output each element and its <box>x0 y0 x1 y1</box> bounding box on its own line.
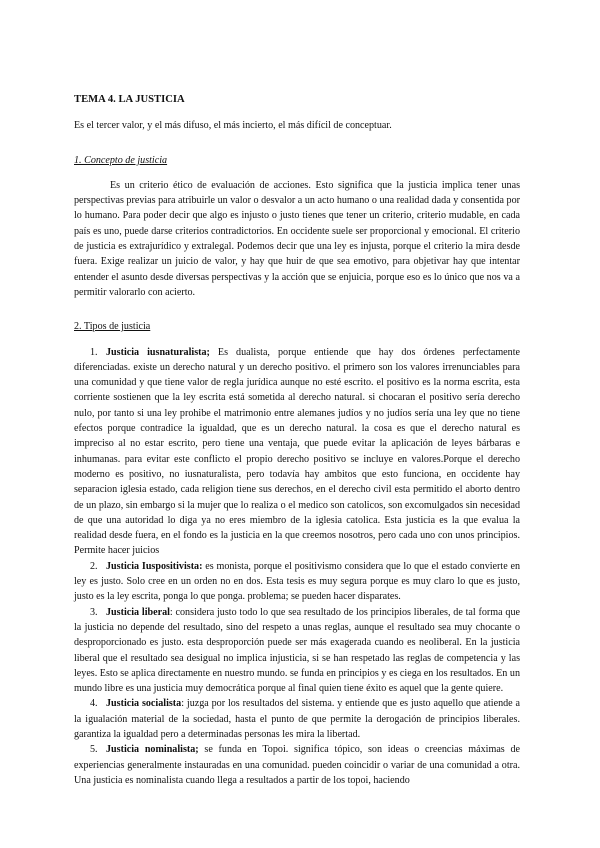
list-item-number: 4. <box>90 698 98 710</box>
list-item-text: se funda en Topoi. significa tópico, son ideas o creencias máximas de experiencias generalmente instauradas en una comunidad. pueden coincidir o variar de una comunidad a otra. Una justicia es nominalista cuando llega a resultados a partir de los topoi, haciendo <box>74 744 520 786</box>
list-item-text: es monista, porque el positivismo considera que lo que el estado convierte en ley es justo. Solo cree en un orden no en dos. Esta tesis es muy segura porque es muy claro lo que es justo, justo es la ley escrita, ponga lo que ponga. problema; se pueden hacer disparates. <box>74 560 520 603</box>
tipos-list <box>74 345 520 789</box>
list-item-text: Es dualista, porque entiende que hay dos órdenes perfectamente diferenciadas. existe un derecho natural y un derecho positivo. el primero son los valores irrenunciables para una comunidad y que tiene valor de regla jurídica aunque no esté escrito. el positivo es la norma escrita, esta corriente sostienen que la ley escrita está sometida al derecho natural. si chocaran el positivo sería derecho nulo, por tanto si una ley prohibe el matrimonio entre alemanes judíos y no judíos sería una ley que no tiene efectos porque contradice la igualdad, que es un derecho natural. la cosa es que el derecho natural es impreciso al no estar escrito, pero tiene una ventaja, que puede evitar la aplicación de leyes bárbaras e inhumanas. para evitar este conflicto el propio derecho positivo se incluye en valores.Porque el derecho moderno es positivo, no iusnaturalista, pero todavía hay ambitos que esto funciona, en occidente hay separacion iglesia estado, cada religion tiene sus derechos, en el derecho civil esta permitido el aborto dentro de un plazo, sin embargo si la mujer que lo realiza o el medico son catolicos, son excomulgados sin necesidad de que una autoridad lo diga ya no eres miembro de la iglesia catolica. Esta justicia es la que evalua la realidad desde fuera, en el fondo es la justicia en la que creemos nosotros, pero cada uno con unos principios. Permite hacer juicios <box>74 346 520 557</box>
list-item <box>74 345 520 559</box>
list-item-text: : considera justo todo lo que sea resultado de los principios liberales, de tal forma que la justicia no depende del resultado, sino del respeto a unas reglas, aunque el resultado sea muy chocante o desproporcionado es justo. esta desproporción puede ser más exagerada cuando es neoliberal. En la justicia liberal que el resultado sea desigual no implica injusticia, si se han respetado las reglas de competencia y las leyes. Esto se aplica directamente en nuestro mundo. se funda en principios y es ciega en los resultados. En un mundo libre es una justicia muy democrática porque al final quien tiene éxito es aquel que la gente quiere. <box>74 606 520 695</box>
list-item <box>74 742 520 788</box>
list-item <box>74 559 520 605</box>
section-heading-concepto: 1. Concepto de justicia <box>74 154 168 166</box>
list-item-number: 1. <box>90 346 98 358</box>
list-item-term: Justicia nominalista; <box>106 744 199 756</box>
intro-paragraph: Es el tercer valor, y el más difuso, el más incierto, el más difícil de conceptuar. <box>74 120 392 132</box>
list-item-term: Justicia Iuspositivista: <box>106 560 203 572</box>
list-item-term: Justicia socialista <box>106 698 182 710</box>
list-item-number: 5. <box>90 744 98 756</box>
section-heading-tipos: 2. Tipos de justicia <box>74 321 151 333</box>
list-item-term: Justicia liberal <box>106 606 170 618</box>
list-item <box>74 696 520 742</box>
document-title: TEMA 4. LA JUSTICIA <box>74 94 185 105</box>
concepto-paragraph: Es un criterio ético de evaluación de acciones. Esto significa que la justicia implica tener unas perspectivas previas para atribuirle un valor o desvalor a un acto humano o una realidad dada y consentida por lo humano. Para poder decir que algo es injusto o justo tienes que tener un criterio, criterio mudable, en cada país es uno, puede darse criterios contradictorios. En occidente suele ser proporcional y emocional. El criterio de justicia es extrajurídico y extralegal. Podemos decir que una ley es injusta, porque el criterio la mira desde fuera. Exige realizar un juicio de valor, y hay que huir de que sea emotivo, para objetivar hay que intentar entender el asunto desde diversas perspectivas y la acción que se enjuicia, porque eso es lo único que nos va a permitir valorarlo con acierto. <box>74 179 520 298</box>
list-item-number: 2. <box>90 560 98 572</box>
list-item <box>74 605 520 697</box>
list-item-number: 3. <box>90 606 98 618</box>
list-item-term: Justicia iusnaturalista; <box>106 346 210 358</box>
list-item-text: : juzga por los resultados del sistema. y entiende que es justo aquello que atiende a la igualación material de la sociedad, hasta el punto de que permite la derogación de principios liberales. garantiza la igualdad pero a determinadas personas les mira la libertad. <box>74 698 520 740</box>
